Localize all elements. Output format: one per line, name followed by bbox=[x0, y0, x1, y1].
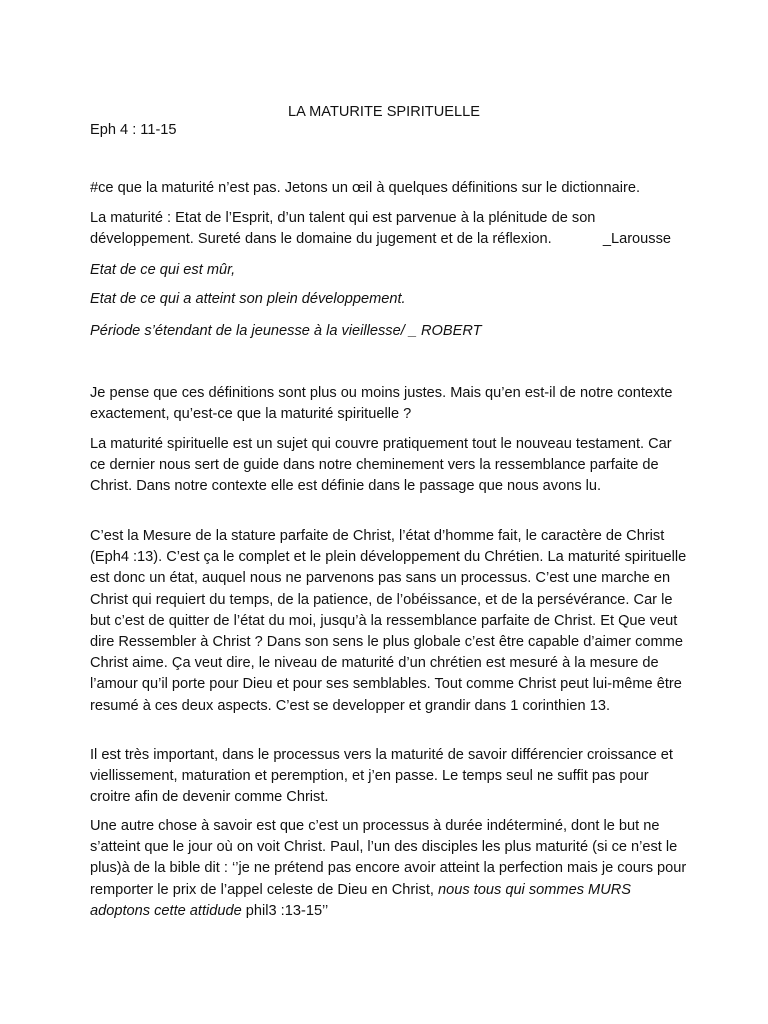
subject-paragraph: La maturité spirituelle est un sujet qui couvre pratiquement tout le nouveau testament. Car ce dernier nous sert de guide dans notre cheminement vers la ressemblance parfaite de Christ. Dans notre contexte elle est définie dans le passage que nous avons lu. bbox=[90, 436, 672, 495]
larousse-definition bbox=[90, 208, 690, 250]
growth-paragraph: Il est très important, dans le processus vers la maturité de savoir différencier croissance et viellissement, maturation et peremption, et j’en passe. Le temps seul ne suffit pas pour croitre afin de devenir comme Christ. bbox=[90, 747, 673, 806]
robert-definition-3: Période s’étendant de la jeunesse à la vieillesse/ _ ROBERT bbox=[90, 323, 482, 339]
process-text-italic: nous tous qui sommes MURS adoptons cette attidude bbox=[90, 881, 632, 919]
measure-paragraph: C’est la Mesure de la stature parfaite de Christ, l’état d’homme fait, le caractère de Christ (Eph4 :13). C’est ça le complet et le plein développement du Chrétien. La maturité spirituelle est donc un état, auquel nous ne parvenons pas sans un processus. C’est une marche en Christ qui requiert du temps, de la patience, de l’obéissance, et de la persévérance. Car le but c’est de quitter de l’état du moi, jusqu’à la ressemblance parfaite de Christ. Et Que veut dire Ressembler à Christ ? Dans son sens le plus globale c’est être capable d’aimer comme Christ aime. Ça veut dire, le niveau de maturité d’un chrétien est mesuré à la mesure de l’amour qu’il porte pour Dieu et pour ses semblables. Tout comme Christ peut lui-même être resumé à ces deux aspects. C’est se developper et grandir dans 1 corinthien 13. bbox=[90, 528, 687, 714]
process-text-end: phil3 :13-15’’ bbox=[241, 902, 329, 919]
larousse-source: _Larousse bbox=[602, 231, 671, 248]
larousse-definition-text: La maturité : Etat de l’Esprit, d’un talent qui est parvenue à la plénitude de son développement. Sureté dans le domaine du jugement et de la réflexion. bbox=[90, 210, 596, 248]
scripture-reference: Eph 4 : 11-15 bbox=[90, 122, 177, 138]
intro-paragraph: #ce que la maturité n’est pas. Jetons un œil à quelques définitions sur le dictionnaire. bbox=[90, 180, 641, 196]
document-title: LA MATURITE SPIRITUELLE bbox=[288, 103, 480, 120]
process-text-start: Une autre chose à savoir est que c’est un processus à durée indéterminé, dont le but ne s’atteint que le jour où on voit Christ. Paul, l’un des disciples les plus maturité (si ce n’est le plus)à de la bible dit : ‘’je ne prétend pas encore avoir atteint la perfection mais je cours pour remporter le prix de l’appel celeste de Dieu en Christ, bbox=[90, 818, 687, 898]
robert-definition-1: Etat de ce qui est mûr, bbox=[90, 262, 236, 278]
question-paragraph: Je pense que ces définitions sont plus ou moins justes. Mais qu’en est-il de notre contexte exactement, qu’est-ce que la maturité spirituelle ? bbox=[90, 385, 673, 423]
robert-definition-2: Etat de ce qui a atteint son plein développement. bbox=[90, 291, 406, 307]
process-paragraph bbox=[90, 816, 690, 922]
